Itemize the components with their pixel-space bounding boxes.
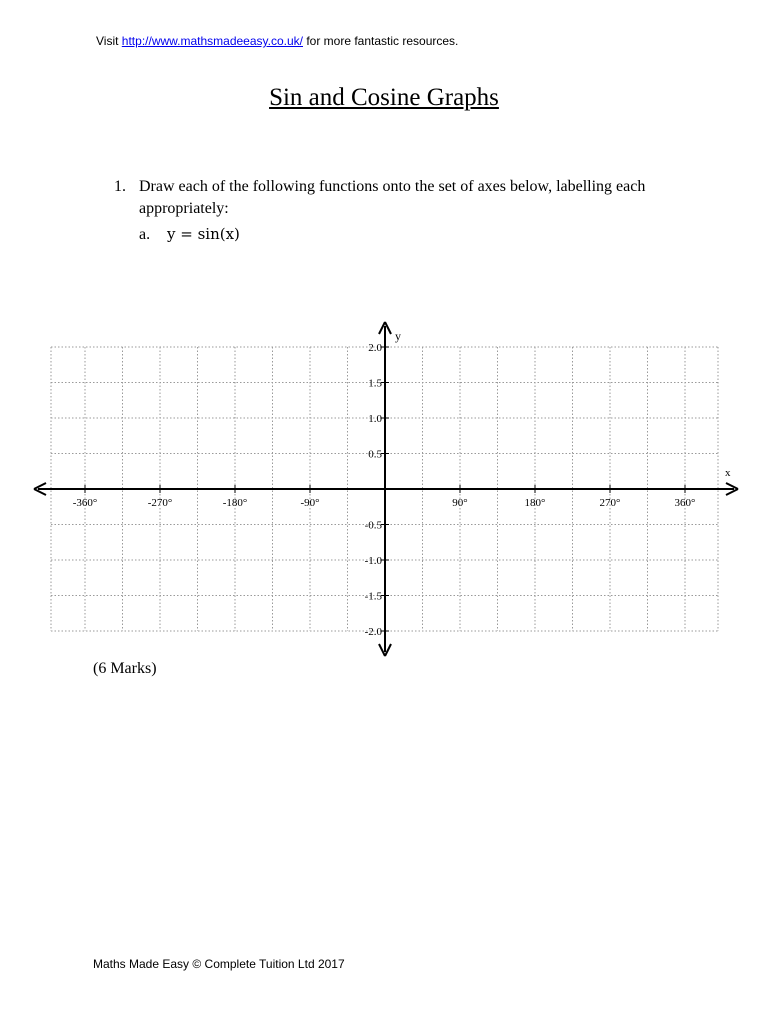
axes [34,322,738,656]
x-axis-label: x [725,467,731,479]
blank-axes-graph [0,318,768,663]
question-part-a [139,223,240,246]
x-tick-label: 270° [599,497,621,509]
y-tick-label: -2.0 [364,626,382,638]
y-tick-label: -1.5 [364,590,382,603]
footer-copyright: Maths Made Easy © Complete Tuition Ltd 2017 [93,957,345,971]
y-tick-label: 1.0 [368,413,382,425]
y-tick-label: 0.5 [368,448,382,461]
resource-link-line [96,34,458,48]
website-link[interactable]: http://www.mathsmadeeasy.co.uk/ [121,34,303,48]
y-tick-label: 2.0 [368,342,382,354]
question-number: 1. [114,178,126,195]
question-text: Draw each of the following functions onto the set of axes below, labelling each appropriately: [139,178,646,217]
part-label: a. [139,226,151,243]
header-prefix: Visit [96,34,122,48]
part-expression: y = sin(x) [167,225,240,243]
x-tick-label: 180° [524,497,546,509]
y-tick-label: -1.0 [364,555,382,567]
header-suffix: for more fantastic resources. [303,34,459,48]
y-tick-label: 1.5 [368,377,382,390]
x-tick-label: 90° [452,497,468,509]
x-tick-label: -270° [147,497,173,509]
marks-label: (6 Marks) [93,660,157,677]
x-tick-label: -90° [300,497,320,509]
y-tick-label: -0.5 [364,519,382,532]
tick-labels [73,329,731,638]
x-tick-label: 360° [674,497,696,509]
page-title: Sin and Cosine Graphs [269,84,499,111]
y-axis-label: y [395,329,401,343]
x-tick-label: -180° [222,497,248,509]
x-tick-label: -360° [72,497,98,509]
